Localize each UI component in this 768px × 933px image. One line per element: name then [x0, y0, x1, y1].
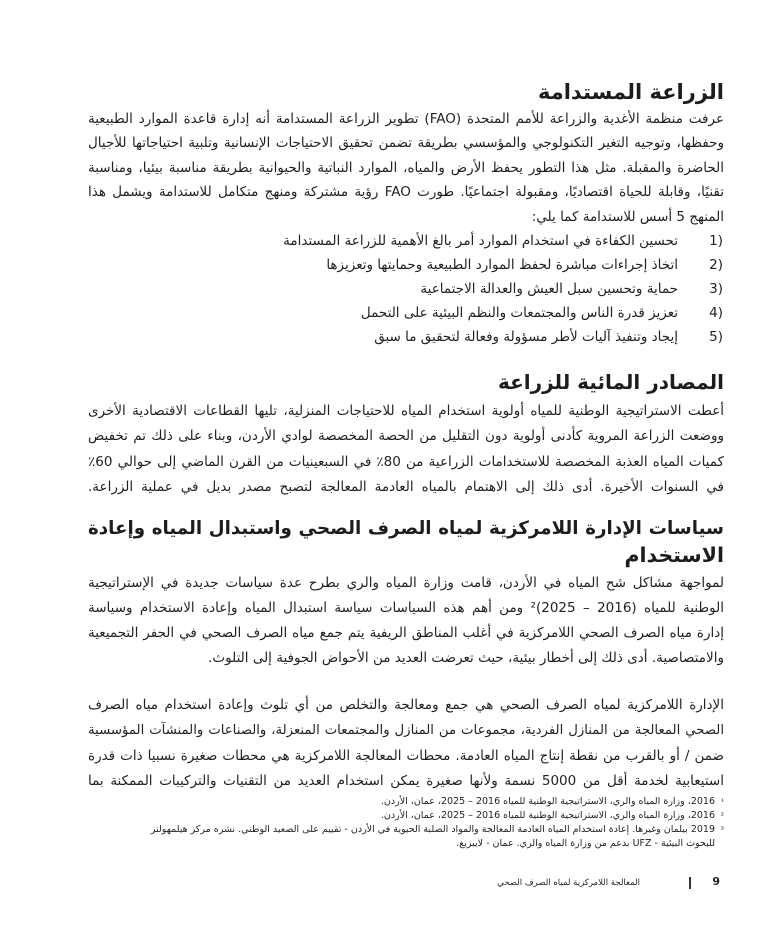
- paragraph-line: الوطنية للمياه (2016 – 2025)² ومن أهم هذه السياسات سياسة استبدال المياه وإعادة الاستخدام وسياسة: [88, 599, 724, 616]
- footnote-text: 2019 بيلمان وغيرها. إعادة استخدام المياه العادمة المعالجة والمواد الصلبة الحيوية في الأردن - تقييم على الصعيد الوطني. نشره مركز هيلمهولتز: [150, 824, 715, 835]
- paragraph-line: ووضعت الزراعة المروية كأدنى أولوية دون التقليل من الحصة المخصصة لوادي الأردن، وبناء على ذلك تم تخفيض: [88, 428, 724, 444]
- list-item: [88, 253, 724, 277]
- paragraph-line: الإدارة اللامركزية لمياه الصرف الصحي هي جمع ومعالجة والتخلص من أي تلوث وإعادة استخدام مياه الصرف: [88, 696, 724, 713]
- list-item: [88, 301, 724, 325]
- footnote: [88, 809, 724, 823]
- paragraph-line: المنهج 5 أسس للاستدامة كما يلي:: [531, 208, 724, 225]
- footnote-text: 2016، وزارة المياه والري، الاستراتيجية الوطنية للمياه 2016 – 2025، عمان، الأردن.: [380, 796, 715, 807]
- section-heading-sustainable-agriculture: [88, 78, 724, 106]
- list-number: 3): [709, 281, 723, 297]
- page-number: 9: [712, 875, 720, 888]
- paragraph-line: ضمن / أو بالقرب من نقطة إنتاج المياه العادمة. محطات المعالجة اللامركزية هي محطات صغيرة نسبيا ذات قدرة: [88, 747, 724, 764]
- paragraph-line: عرفت منظمة الأغدية والزراعة للأمم المتحدة (FAO) تطوير الزراعة المستدامة أنه إدارة قاعدة الموارد الطبيعية: [88, 110, 724, 127]
- list-text: إيجاد وتنفيذ آليات لأطر مسؤولة وفعالة لتحقيق ما سبق: [374, 329, 678, 345]
- list-text: تعزيز قدرة الناس والمجتمعات والنظم البيئية على التحمل: [360, 305, 678, 321]
- list-number: 4): [709, 305, 723, 321]
- list-item: [88, 325, 724, 349]
- list-number: 5): [709, 329, 723, 345]
- heading-text: الاستخدام: [624, 543, 724, 567]
- list-text: اتخاذ إجراءات مباشرة لحفظ الموارد الطبيعية وحمايتها وتعزيزها: [326, 257, 678, 273]
- paragraph-fao-definition: [88, 107, 724, 230]
- paragraph-line: والامتصاصية. أدى ذلك إلى أخطار بيئية، حيث تعرضت العديد من الأحواض الجوفية إلى التلوث.: [208, 650, 724, 667]
- list-text: حماية وتحسين سبل العيش والعدالة الاجتماعية: [420, 281, 678, 297]
- heading-text: المصادر المائية للزراعة: [497, 370, 724, 394]
- paragraph-line: أعطت الاستراتيجية الوطنية للمياه أولوية استخدام المياه للاحتياجات المنزلية، تليها القطاعات الاقتصادية الأخرى: [88, 402, 724, 419]
- footnote: [88, 823, 724, 837]
- footnote-mark: ²: [720, 811, 724, 820]
- sustainability-principles-list: [88, 229, 724, 349]
- paragraph-line: إدارة مياه الصرف الصحي اللامركزية في أغلب المناطق الريفية يتم جمع مياه الصرف الصحي في الحفر التجميعية: [88, 625, 724, 642]
- list-text: تحسين الكفاءة في استخدام الموارد أمر بالغ الأهمية للزراعة المستدامة: [283, 233, 678, 249]
- section-heading-water-sources: [88, 368, 724, 396]
- paragraph-line: في السنوات الأخيرة. أدى ذلك إلى الاهتمام بالمياه العادمة المعالجة لتصبح مصدر بديل في عملية الزراعة.: [88, 479, 724, 495]
- paragraph-line: استيعابية لخدمة أقل من 5000 نسمة ولأنها صغيرة يمكن استخدام العديد من التقنيات والتركيبات الممكنة بما: [88, 773, 724, 789]
- footnote-mark: ³: [720, 825, 724, 834]
- list-item: [88, 229, 724, 253]
- heading-text: سياسات الإدارة اللامركزية لمياه الصرف الصحي واستبدال المياه وإعادة: [88, 518, 724, 539]
- footnote: [88, 795, 724, 809]
- paragraph-water-strategy: [88, 399, 724, 501]
- paragraph-line: كميات المياه العذبة المخصصة للاستخدامات الزراعية من 80٪ في السبعينيات من القرن الماضي إلى حوالي 60٪: [88, 453, 724, 470]
- paragraph-line: الحاضرة والمقبلة. مثل هذا التطور يحفظ الأرض والمياه، الموارد النباتية والحيوانية بطريقة مناسبة بيئيا، ومناسبة: [88, 159, 724, 176]
- paragraph-water-scarcity-policies: [88, 571, 724, 672]
- paragraph-line: تقنيًا، وقابلة للحياة اقتصاديًا، ومقبولة اجتماعيًا. طورت FAO رؤية مشتركة ومنهج متكامل للاستدامة ويشمل هذا: [88, 184, 724, 201]
- paragraph-decentralized-management: [88, 693, 724, 795]
- section-heading-decentralized-policies: [88, 516, 724, 568]
- paragraph-line: لمواجهة مشاكل شح المياه في الأردن، قامت وزارة المياه والري بطرح عدة سياسات جديدة في الإستراتيجية: [88, 574, 724, 591]
- list-item: [88, 277, 724, 301]
- footer-divider: [689, 877, 691, 889]
- footnotes: [88, 795, 724, 851]
- footnote-text: 2016، وزارة المياه والري، الاستراتيجية الوطنية للمياه 2016 – 2025، عمان، الأردن.: [380, 810, 715, 821]
- running-title: المعالجة اللامركزية لمياه الصرف الصحي: [497, 878, 640, 888]
- list-number: 1): [709, 233, 723, 249]
- paragraph-line: وحفظها، وتوجيه التغير التكنولوجي والمؤسسي بطريقة تضمن تحقيق الاحتياجات الإنسانية وتلبية احتياجاتها للأجيال: [88, 135, 724, 152]
- list-number: 2): [709, 257, 723, 273]
- footnote-continuation: للبحوث البيئية - UFZ بدعم من وزارة المياه والري. عمان - لايبزيغ.: [456, 838, 715, 849]
- heading-text: الزراعة المستدامة: [538, 80, 724, 104]
- footnote-mark: ¹: [720, 797, 724, 806]
- paragraph-line: الصحي المعالجة من المنازل الفردية، مجموعات من المنازل والمجتمعات المنعزلة، والصناعات والمنشآت المؤسسية: [88, 723, 724, 738]
